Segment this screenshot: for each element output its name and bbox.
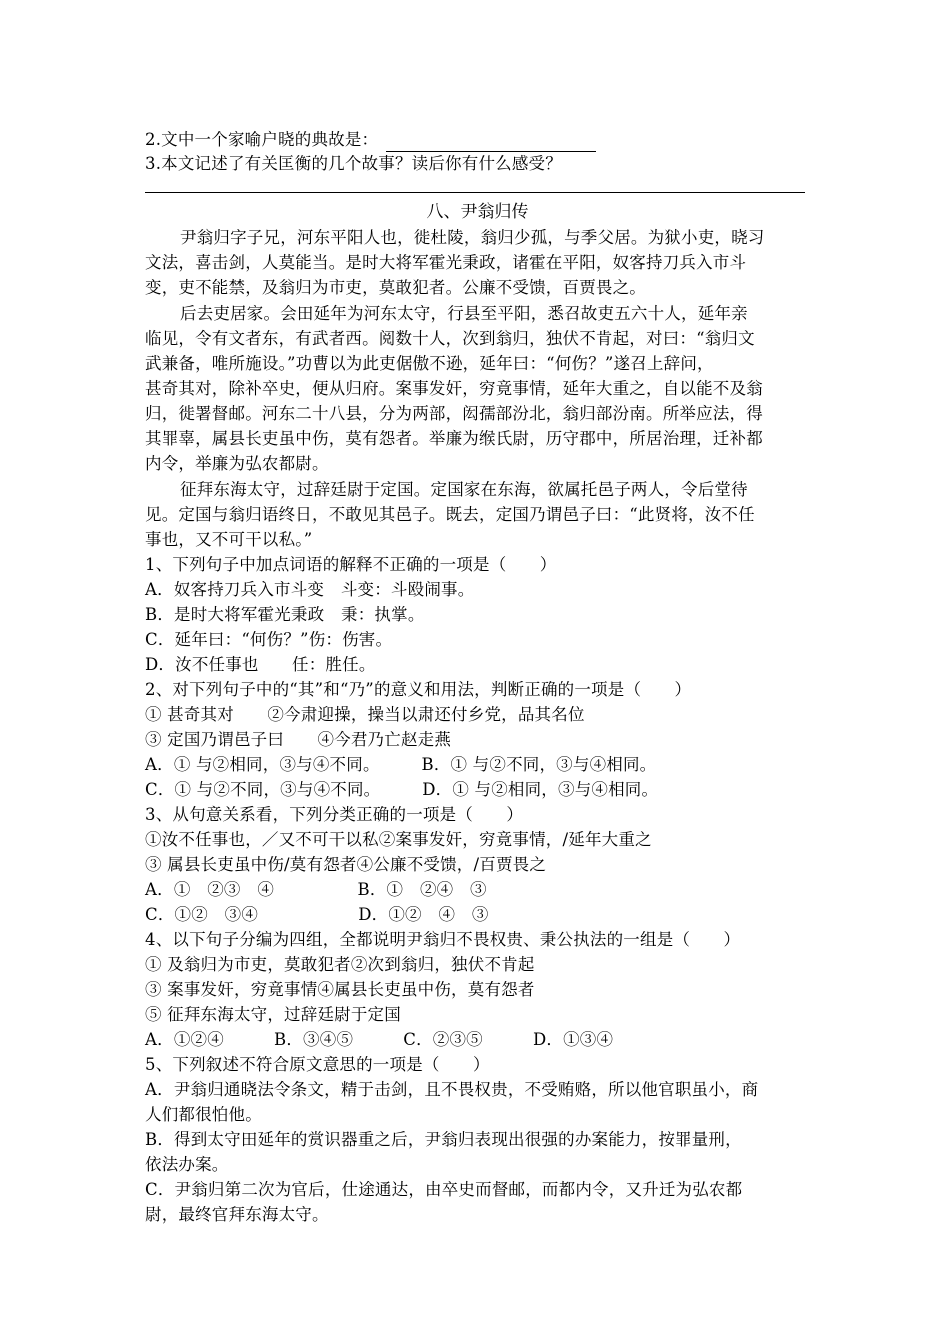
exercise-question: 1、下列句子中加点词语的解释不正确的一项是（ ） xyxy=(145,555,557,574)
exercise-question: 3、从句意关系看，下列分类正确的一项是（ ） xyxy=(145,805,524,824)
answer-line[interactable] xyxy=(145,192,805,193)
exercise-item: ① 及翁归为市吏，莫敢犯者②次到翁归，独伏不肯起 xyxy=(145,955,535,974)
passage-line: 武兼备，唯所施设。”功曹以为此吏倨傲不逊，延年曰：“何伤？”遂召上辞问， xyxy=(145,354,714,373)
passage-line: 尹翁归字子兄，河东平阳人也，徙杜陵，翁归少孤，与季父居。为狱小吏，晓习 xyxy=(180,228,765,247)
passage-line: 见。定国与翁归语终日，不敢见其邑子。既去，定国乃谓邑子曰：“此贤将，汝不任 xyxy=(145,505,755,524)
exercise-option: A．奴客持刀兵入市斗变 斗变：斗殴闹事。 xyxy=(145,580,475,599)
exercise-option: 依法办案。 xyxy=(145,1155,229,1174)
exercise-option: C．① 与②不同，③与④不同。 D．① 与②相同，③与④相同。 xyxy=(145,780,659,799)
passage-line: 事也，又不可干以私。” xyxy=(145,530,313,549)
exercise-question: 5、下列叙述不符合原文意思的一项是（ ） xyxy=(145,1055,490,1074)
passage-line: 内令，举廉为弘农都尉。 xyxy=(145,454,329,473)
exercise-option: C．①② ③④ D．①② ④ ③ xyxy=(145,905,489,924)
question-3-line: 3.本文记述了有关匡衡的几个故事？读后你有什么感受？ xyxy=(145,154,562,173)
passage-line: 临见，令有文者东，有武者西。阅数十人，次到翁归，独伏不肯起，对曰：“翁归文 xyxy=(145,329,755,348)
exercise-option: C．尹翁归第二次为官后，仕途通达，由卒史而督邮，而都内令，又升迁为弘农都 xyxy=(145,1180,743,1199)
passage-line: 归，徙署督邮。河东二十八县，分为两部，闳孺部汾北，翁归部汾南。所举应法，得 xyxy=(145,404,763,423)
question-2-text: 2.文中一个家喻户晓的典故是： xyxy=(145,130,379,149)
exercise-item: ① 甚奇其对 ②今肃迎操，操当以肃还付乡党，品其名位 xyxy=(145,705,585,724)
exercise-item: ⑤ 征拜东海太守，过辞廷尉于定国 xyxy=(145,1005,401,1024)
exercise-option: C．延年曰：“何伤？”伤：伤害。 xyxy=(145,630,393,649)
exercise-option: 尉，最终官拜东海太守。 xyxy=(145,1205,329,1224)
exercise-item: ③ 定国乃谓邑子曰 ④今君乃亡赵走燕 xyxy=(145,730,452,749)
exercise-item: ③ 案事发奸，穷竟事情④属县长吏虽中伤，莫有怨者 xyxy=(145,980,535,999)
exercise-question: 4、以下句子分编为四组，全都说明尹翁归不畏权贵、秉公执法的一组是（ ） xyxy=(145,930,741,949)
exercise-option: A．①②④ B．③④⑤ C．②③⑤ D．①③④ xyxy=(145,1030,614,1049)
exercise-question: 2、对下列句子中的“其”和“乃”的意义和用法，判断正确的一项是（ ） xyxy=(145,680,692,699)
exercise-option: A．① ②③ ④ B．① ②④ ③ xyxy=(145,880,487,899)
question-2-line xyxy=(145,128,810,152)
exercise-option: A．尹翁归通晓法令条文，精于击剑，且不畏权贵，不受贿赂，所以他官职虽小，商 xyxy=(145,1080,759,1099)
answer-blank[interactable] xyxy=(386,133,596,152)
passage-line: 其罪辜，属县长吏虽中伤，莫有怨者。举廉为缑氏尉，历守郡中，所居治理，迁补都 xyxy=(145,429,763,448)
passage-line: 后去吏居家。会田延年为河东太守，行县至平阳，悉召故吏五六十人，延年亲 xyxy=(180,304,748,323)
exercise-option: 人们都很怕他。 xyxy=(145,1105,262,1124)
passage-line: 征拜东海太守，过辞廷尉于定国。定国家在东海，欲属托邑子两人，令后堂待 xyxy=(180,480,748,499)
exercise-option: D．汝不任事也 任：胜任。 xyxy=(145,655,376,674)
exercise-item: ①汝不任事也，／又不可干以私②案事发奸，穷竟事情，/延年大重之 xyxy=(145,830,652,849)
section-title: 八、尹翁归传 xyxy=(426,202,529,222)
passage-line: 甚奇其对，除补卒史，便从归府。案事发奸，穷竟事情，延年大重之，自以能不及翁 xyxy=(145,379,763,398)
passage-line: 文法，喜击剑，人莫能当。是时大将军霍光秉政，诸霍在平阳，奴客持刀兵入市斗 xyxy=(145,253,747,272)
passage-line: 变，吏不能禁，及翁归为市吏，莫敢犯者。公廉不受馈，百贾畏之。 xyxy=(145,278,646,297)
exercise-option: A．① 与②相同，③与④不同。 B．① 与②不同，③与④相同。 xyxy=(145,755,657,774)
exercise-option: B．是时大将军霍光秉政 秉：执掌。 xyxy=(145,605,425,624)
exercise-item: ③ 属县长吏虽中伤/莫有怨者④公廉不受馈，/百贾畏之 xyxy=(145,855,547,874)
exercise-option: B．得到太守田延年的赏识器重之后，尹翁归表现出很强的办案能力，按罪量刑， xyxy=(145,1130,742,1149)
